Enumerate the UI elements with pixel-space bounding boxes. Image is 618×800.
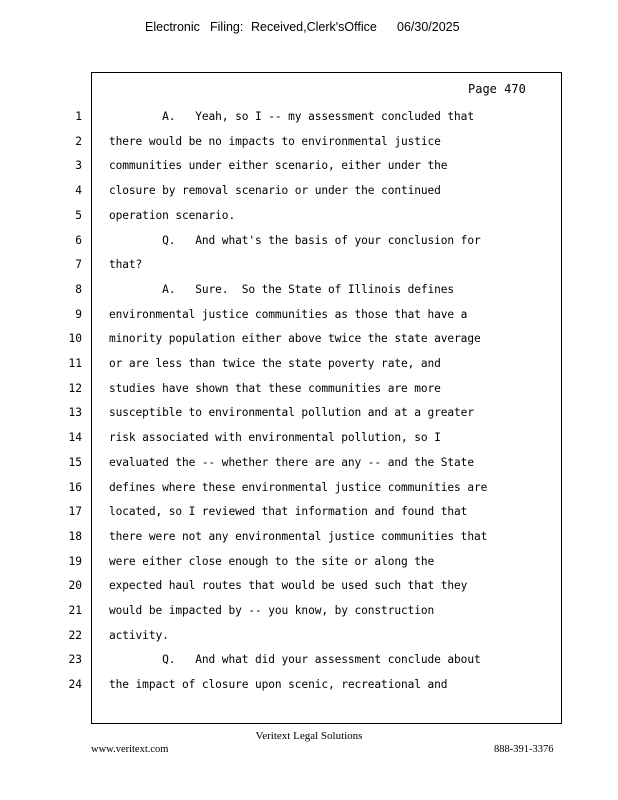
line-number: 11 bbox=[68, 357, 82, 370]
transcript-line bbox=[0, 456, 618, 476]
page-number: Page 470 bbox=[468, 82, 526, 96]
transcript-line bbox=[0, 579, 618, 599]
line-number: 15 bbox=[68, 455, 82, 469]
line-text: there would be no impacts to environmental justice bbox=[109, 134, 441, 148]
line-number: 7 bbox=[75, 258, 82, 272]
transcript-line bbox=[0, 159, 618, 179]
transcript-line bbox=[0, 406, 618, 426]
line-text: Q. And what did your assessment conclude about bbox=[109, 653, 481, 667]
line-text: risk associated with environmental pollution, so I bbox=[109, 431, 441, 445]
transcript-line bbox=[0, 505, 618, 525]
header-filing: Filing: bbox=[210, 20, 244, 34]
transcript-line bbox=[0, 555, 618, 575]
transcript-line bbox=[0, 332, 618, 352]
transcript-line bbox=[0, 629, 618, 649]
line-text: there were not any environmental justice communities that bbox=[109, 529, 488, 543]
line-number: 13 bbox=[68, 406, 82, 420]
transcript-line bbox=[0, 258, 618, 278]
header-received: Received,Clerk'sOffice bbox=[251, 20, 377, 34]
transcript-line bbox=[0, 678, 618, 698]
transcript-line bbox=[0, 308, 618, 328]
header-electronic: Electronic bbox=[145, 20, 200, 34]
transcript-line bbox=[0, 184, 618, 204]
line-number: 19 bbox=[68, 554, 82, 568]
line-number: 9 bbox=[75, 307, 82, 321]
line-text: closure by removal scenario or under the continued bbox=[109, 184, 441, 198]
line-number: 10 bbox=[68, 332, 82, 346]
footer-phone: 888-391-3376 bbox=[494, 744, 554, 755]
line-text: would be impacted by -- you know, by construction bbox=[109, 604, 435, 617]
line-number: 22 bbox=[68, 628, 82, 642]
transcript-line bbox=[0, 530, 618, 550]
line-number: 17 bbox=[68, 505, 82, 519]
line-number: 18 bbox=[68, 529, 82, 543]
line-number: 4 bbox=[75, 184, 82, 198]
line-text: located, so I reviewed that information and found that bbox=[109, 505, 468, 519]
line-number: 24 bbox=[68, 678, 82, 692]
line-text: A. Sure. So the State of Illinois defines bbox=[109, 282, 455, 296]
footer-company: Veritext Legal Solutions bbox=[255, 730, 363, 742]
transcript-line bbox=[0, 431, 618, 451]
line-text: or are less than twice the state poverty rate, and bbox=[109, 357, 441, 370]
line-text: susceptible to environmental pollution and at a greater bbox=[109, 406, 474, 420]
line-number: 8 bbox=[75, 282, 82, 296]
line-text: environmental justice communities as those that have a bbox=[109, 307, 468, 321]
line-number: 16 bbox=[68, 480, 82, 494]
line-text: defines where these environmental justice communities are bbox=[109, 480, 488, 494]
line-text: were either close enough to the site or along the bbox=[109, 554, 435, 568]
transcript-line bbox=[0, 135, 618, 155]
line-text: activity. bbox=[109, 628, 169, 642]
transcript-line bbox=[0, 382, 618, 402]
transcript-line bbox=[0, 234, 618, 254]
transcript-line bbox=[0, 209, 618, 229]
line-text: minority population either above twice the state average bbox=[109, 332, 481, 346]
line-text: that? bbox=[109, 258, 143, 272]
line-text: studies have shown that these communities are more bbox=[109, 381, 441, 395]
line-text: expected haul routes that would be used such that they bbox=[109, 579, 468, 593]
transcript-line bbox=[0, 357, 618, 377]
line-number: 5 bbox=[75, 208, 82, 222]
line-text: the impact of closure upon scenic, recreational and bbox=[109, 678, 448, 692]
line-text: A. Yeah, so I -- my assessment concluded that bbox=[109, 110, 474, 123]
line-number: 12 bbox=[68, 381, 82, 395]
line-number: 23 bbox=[68, 653, 82, 667]
line-text: communities under either scenario, either under the bbox=[109, 159, 448, 173]
line-number: 21 bbox=[68, 604, 82, 617]
line-number: 20 bbox=[68, 579, 82, 593]
line-number: 2 bbox=[75, 134, 82, 148]
line-text: operation scenario. bbox=[109, 208, 236, 222]
line-number: 14 bbox=[68, 431, 82, 445]
line-text: Q. And what's the basis of your conclusion for bbox=[109, 233, 481, 247]
transcript-line bbox=[0, 653, 618, 673]
footer-website: www.veritext.com bbox=[91, 744, 169, 755]
transcript-line bbox=[0, 604, 618, 624]
line-number: 3 bbox=[75, 159, 82, 173]
transcript-line bbox=[0, 481, 618, 501]
line-text: evaluated the -- whether there are any -- and the State bbox=[109, 455, 474, 469]
header-date: 06/30/2025 bbox=[397, 20, 460, 34]
line-number: 1 bbox=[75, 110, 82, 123]
line-number: 6 bbox=[75, 233, 82, 247]
transcript-line bbox=[0, 283, 618, 303]
transcript-line bbox=[0, 110, 618, 130]
